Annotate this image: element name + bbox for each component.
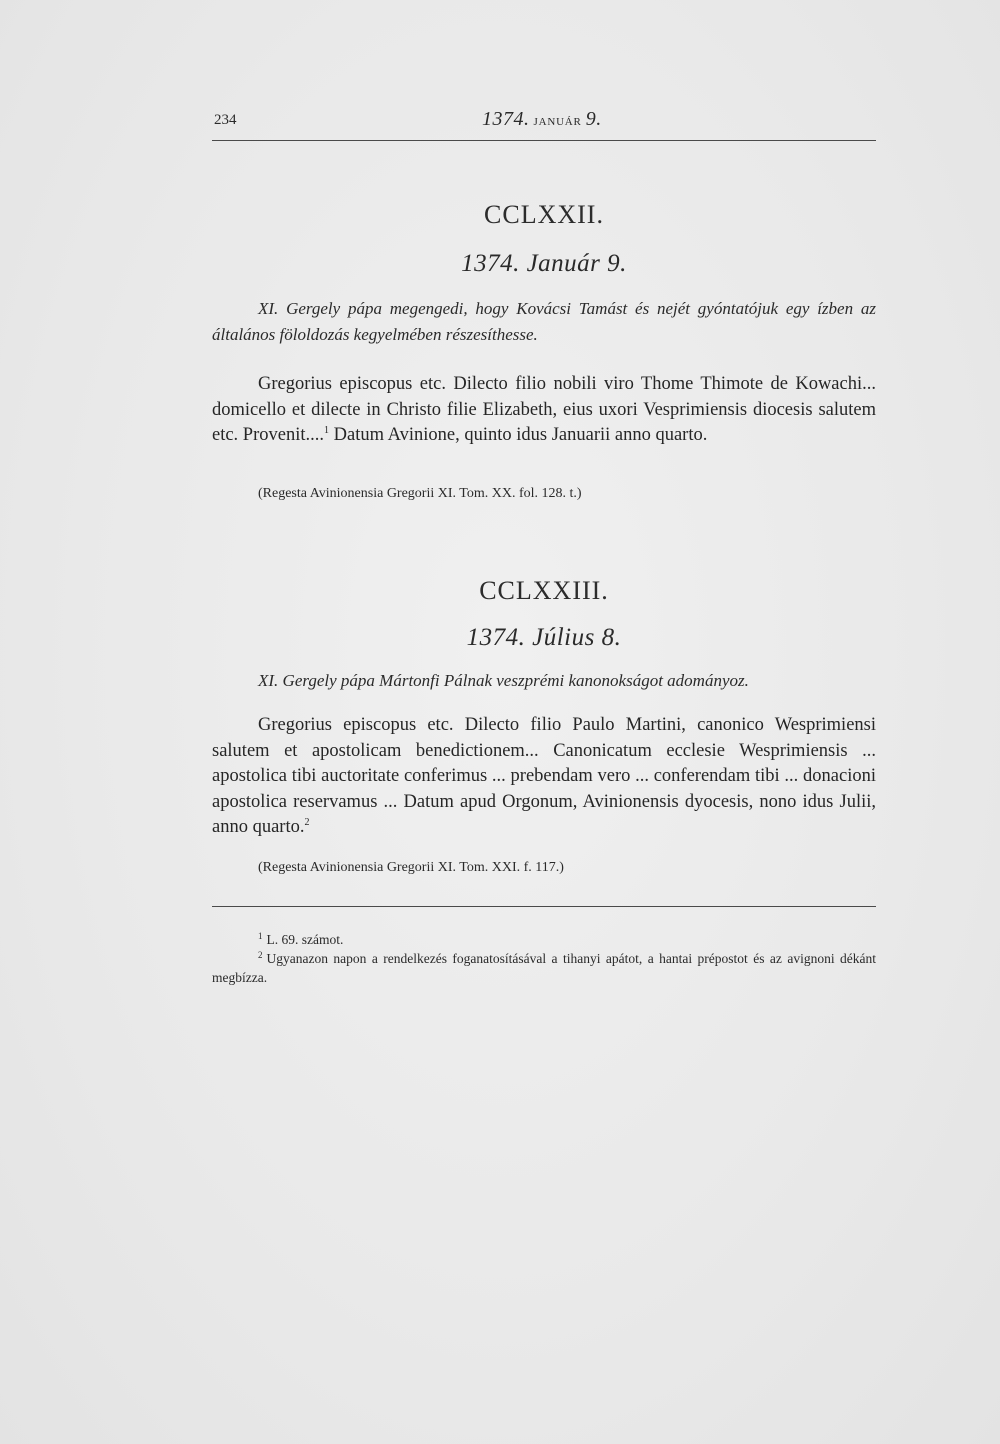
footnote-divider [212, 906, 876, 907]
document-body-text: Gregorius episcopus etc. Dilecto filio nobili viro Thome Thimote de Kowachi... domicello et dilecte in Christo filie Elizabeth, eius uxori Vesprimiensis diocesis salutem etc. Provenit.... [212, 374, 876, 445]
footnote [212, 949, 876, 987]
document-body-text: Gregorius episcopus etc. Dilecto filio Paulo Martini, canonico Wesprimiensi salutem et apostolicam benedictionem... Canonicatum ecclesie Wesprimiensis ... apostolica tibi auctoritate conferimus ... prebendam vero ... conferendam tibi ... donacioni apostolica reservamus ... Datum apud Orgonum, Avinionensis dyocesis, nono idus Julii, anno quarto. [212, 715, 876, 837]
footnotes [212, 930, 876, 987]
footnote-text: Ugyanazon napon a rendelkezés foganatosításával a tihanyi apátot, a hantai prépostot és az avignoni dékánt megbízza. [212, 951, 876, 985]
document-summary: XI. Gergely pápa Mártonfi Pálnak veszprémi kanonokságot adományoz. [258, 671, 749, 690]
footnote-mark: 2 [258, 949, 263, 960]
running-head-year: 1374. [482, 108, 530, 130]
footnote-mark: 1 [258, 930, 263, 941]
document-date: 1374. Január 9. [461, 250, 627, 277]
document-source: (Regesta Avinionensia Gregorii XI. Tom. XX. fol. 128. t.) [258, 486, 582, 501]
document-body-text: Datum Avinione, quinto idus Januarii anno quarto. [329, 425, 708, 445]
document-numeral: CCLXXII. [484, 200, 604, 229]
document-body [212, 713, 876, 841]
footnote-text: L. 69. számot. [266, 932, 344, 947]
running-head-month: JANUÁR [533, 116, 582, 128]
document-date: 1374. Július 8. [466, 624, 622, 651]
page-number: 234 [214, 112, 237, 128]
document-source: (Regesta Avinionensia Gregorii XI. Tom. XXI. f. 117.) [258, 860, 564, 875]
footnote [212, 930, 876, 949]
running-head [212, 108, 876, 141]
footnote-reference: 1 [324, 424, 330, 436]
running-head-date [482, 108, 602, 131]
document-summary: XI. Gergely pápa megengedi, hogy Kovácsi Tamást és nejét gyóntatójuk egy ízben az általános föloldozás kegyelmében részesíthesse. [212, 299, 876, 344]
document-numeral: CCLXXIII. [479, 576, 609, 605]
document-body [212, 372, 876, 449]
running-head-day: 9. [585, 108, 602, 130]
footnote-reference: 2 [304, 816, 310, 828]
